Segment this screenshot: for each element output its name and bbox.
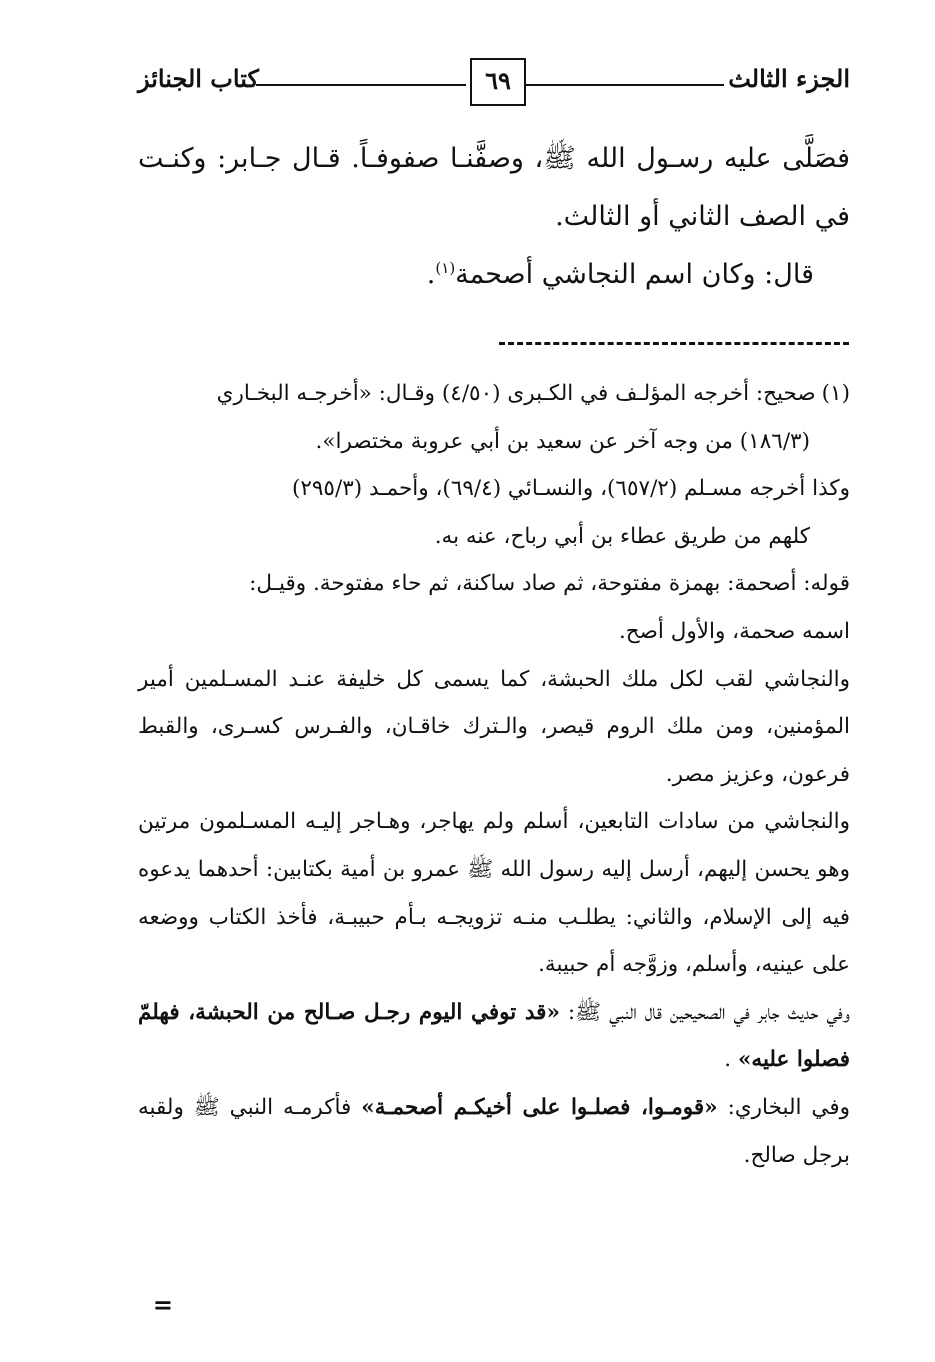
end-mark: = xyxy=(152,1290,173,1319)
footnote-separator xyxy=(499,342,849,345)
jabir-hadith-end: . xyxy=(724,1047,732,1073)
header-rule-right xyxy=(526,84,724,86)
bukhari-end: فأكرمـه النبي ﷺ ولقبه برجل صالح. xyxy=(138,1094,850,1168)
footnote-paragraph-najashi-history: والنجاشي من سادات التابعين، أسلم ولم يهاجر، وهـاجر إليـه المسـلمون مرتين وهو يحسن إليهم، أرسل إليه رسول الله ﷺ عمرو بن أمية بكتابين: أحدهما يدعوه فيه إلى الإسلام، والثاني: يطلـب منـه تزويجـه بـأم حبيبـة، فأخذ الكتاب ووضعه على عينيه، وأسلم، وزوَّجه أم حبيبة. xyxy=(138,809,850,978)
footnote-2-line-1: وكذا أخرجه مسـلم (٦٥٧/٢)، والنسـائي (٦٩/٤)، وأحمـد (٢٩٥/٣) xyxy=(291,476,850,502)
part-title: الجزء الثالث xyxy=(728,64,850,93)
page-header xyxy=(138,58,850,114)
footnote-2-line-2: كلهم من طريق عطاء بن أبي رباح، عنه به. xyxy=(434,523,810,549)
footnote-reference[interactable]: (١) xyxy=(435,259,456,277)
main-paragraph-1: فصَلَّى عليه رسـول الله ﷺ، وصفَّنـا صفوفـاً. قـال جـابر: وكنـت في الصف الثاني أو الثالث. xyxy=(138,143,850,232)
main-paragraph-2 xyxy=(138,246,850,304)
footnote-1-text-a: صحيح: أخرجه المؤلـف في الكـبرى (٤/٥٠) وقـال: «أخرجـه البخـاري xyxy=(216,381,816,406)
footnote-paragraph-najashi-title: والنجاشي لقب لكل ملك الحبشة، كما يسمى كل خليفة عنـد المسـلمين أمير المؤمنين، ومن ملك الروم قيصر، والـترك خاقـان، والفـرس كسـرى، والقبط فرعون، وعزيز مصر. xyxy=(138,666,850,787)
page-number: ٦٩ xyxy=(485,66,511,95)
main-paragraph-2-text: قال: وكان اسم النجاشي أصحمة xyxy=(455,259,814,290)
page-number-box xyxy=(470,58,526,106)
footnote-3-line-2: اسمه صحمة، والأول أصح. xyxy=(618,618,850,644)
footnote-paragraph-bukhari xyxy=(138,1084,850,1179)
footnote-1-line-2: (١٨٦/٣) من وجه آخر عن سعيد بن أبي عروبة مختصرا». xyxy=(315,428,810,454)
bukhari-quote: «قومـوا، فصلـوا على أخيكـم أصحمـة» xyxy=(361,1094,718,1120)
jabir-hadith-quote: «قد توفي اليوم رجـل صـالح من الحبشة، فهلمّ فصلوا عليه» xyxy=(138,999,850,1073)
footnote-1-line-1 xyxy=(138,370,850,418)
main-text xyxy=(138,130,850,304)
footnote-number: (١) xyxy=(821,381,850,406)
footnotes xyxy=(138,370,850,1179)
footnote-paragraph-jabir-hadith xyxy=(138,989,850,1084)
jabir-hadith-prefix: وفي حديث جابر في الصحيحين قال النبي ﷺ: xyxy=(567,999,850,1025)
footnote-3-line-1: قوله: أصحمة: بهمزة مفتوحة، ثم صاد ساكنة، ثم حاء مفتوحة. وقيـل: xyxy=(249,571,850,597)
header-rule-left xyxy=(256,84,466,86)
main-paragraph-2-end: . xyxy=(426,259,436,290)
bukhari-prefix: وفي البخاري: xyxy=(727,1094,850,1120)
book-title: كتاب الجنائز xyxy=(138,64,259,93)
